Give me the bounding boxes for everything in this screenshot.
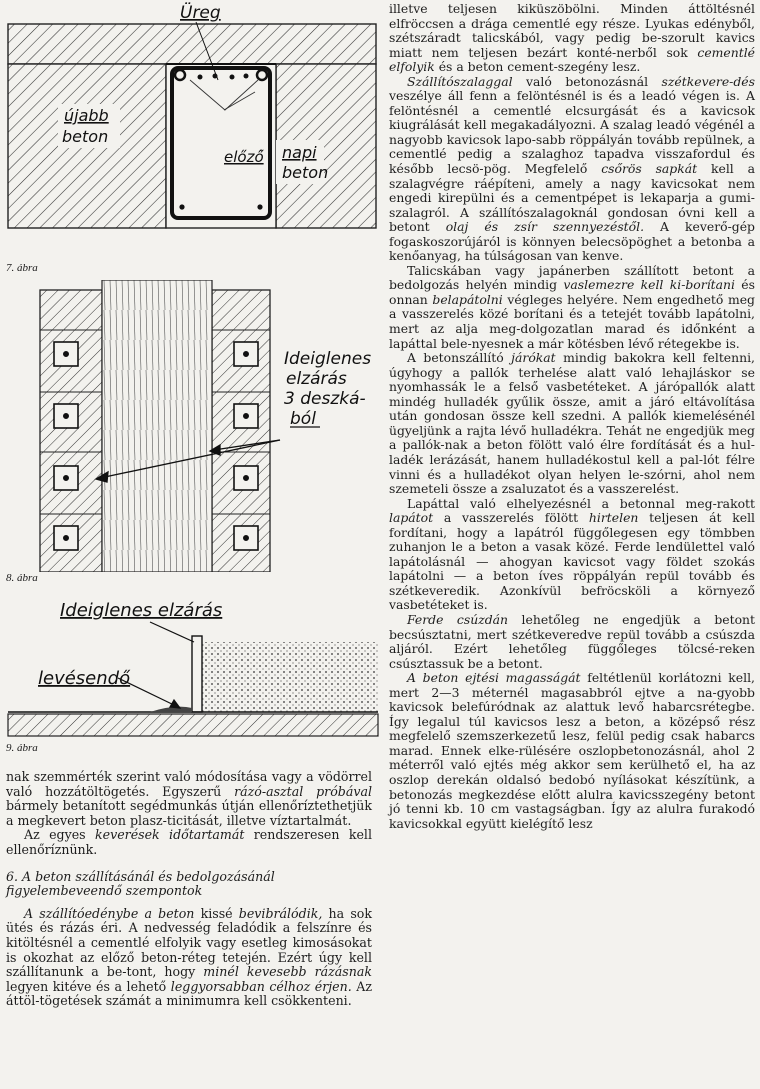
paragraph: illetve teljesen kiküszöbölni. Minden áttöltésnél elfröccsen a drága cementlé egy része. Lyukas edényből, szétszáradt talicskából, vagy pedig be-szorult kavics miatt nem teljesen bezárt konté-nerből sok cementlé elfolyik és a beton cement-szegény lesz. (389, 1, 755, 75)
slab-top (8, 24, 376, 64)
temporary-board (192, 636, 202, 712)
figure-9 (0, 592, 382, 742)
figure-9-caption: 9. ábra (6, 742, 38, 754)
label-from: ból (290, 409, 316, 429)
label-to-remove: levésendő (38, 668, 131, 689)
paragraph: A szállítóedénybe a beton kissé bevibrálódik, ha sok ütés és rázás éri. A nedvesség feladódik a felszínre és kitöltésnél a cementlé elfolyik vagy esetleg kimosásokat is okozhat az előző beton-réteg tetején. Ezért úgy kell szállítanunk a be-tont, hogy minél kevesebb rázásnak legyen kitéve és a lehető leggyorsabban célhoz érjen. Az áttöl-tögetések számát a minimumra kell csökkenteni. (6, 905, 373, 1009)
paragraph: A beton ejtési magasságát feltétlenül korlátozni kell, mert 2—3 méternél magasabbról ejtve a na-gyobb kavicsok belefúródnak az alattuk levő habarcsrétegbe. Így legalul túl kavicsos lesz a beton, a középső rész megfelelő szemszerkezetű lesz, felül pedig csak habarcs marad. Ennek elke-rülésére oszlopbetonozásnál, ahol 2 méterről való ejtés még akkor sem kerülhető el, ha az oszlop derekán oldalsó bedobó nyílásokat készítünk, a betonozás megkezdése előtt alulra kavicsszegény betont jó tenni kb. 10 cm vastagságban. Így az alulra furakodó kavicsokkal együtt kielégítő lesz (389, 670, 755, 831)
figure-8-caption: 8. ábra (6, 572, 38, 584)
column (102, 280, 212, 572)
figure-7 (0, 0, 382, 262)
label-temporary: Ideiglenes (284, 349, 372, 369)
paragraph: nak szemmérték szerint való módosítása vagy a vödörrel való hozzátöltögetés. Egyszerű rázó-asztal próbával bármely betanított segédmunkás útján ellenőríztethetjük a megkevert beton plasz-ticitását, illetve víztartalmát. (6, 769, 373, 828)
label-cavity: Üreg (180, 3, 221, 23)
right-text-column (389, 2, 755, 831)
paragraph: Ferde csúzdán lehetőleg ne engedjük a betont becsúsztatni, mert szétkeveredve repül tovább a csúszda aljáról. Ezért lehetőleg függőleges tölcsé-reken csúsztassuk be a betont. (389, 611, 756, 671)
label-temporary-closure: Ideiglenes elzárás (60, 600, 223, 621)
label-closure: elzárás (286, 369, 347, 389)
label-new-concrete-2: beton (62, 127, 109, 146)
paragraph: Talicskában vagy japánerben szállított betont a bedolgozás helyén mindig vaslemezre kell ki-borítani és onnan belapátolni végleges helyére. Nem engedhető meg a vasszerelés közé borítani és a tetejét tovább lapátolni, mert az alja meg-dolgozatlan marad és időnként a lapáttal bele-nyesnek a már kötésben lévő rétegekbe is. (389, 262, 755, 351)
label-new-concrete-1: újabb (64, 106, 109, 125)
section-heading: 6. A beton szállításánál és bedolgozásánál figyelembeveendő szempontok (6, 868, 275, 899)
beam (166, 64, 276, 228)
paragraph: Az egyes keverések időtartamát rendszeresen kell ellenőríznünk. (6, 827, 372, 857)
paragraph: A betonszállító járókat mindig bakokra kell feltenni, úgyhogy a pallók terhelése alatt való lehajláskor se nyomhassák le a felső vasbetéteket. A járópallók alatt mindég hulladék gyűlik össze, amit a járó eltávolítása után gondosan össze kell szedni. A pallók kiemelésénél ügyeljünk a rajta lévő hulladékra. Tehát ne engedjük meg a pallók-nak a beton fölött való élre fordítását és a hul-ladék lerázását, hanem hulladékostul kell a pal-lót félre vinni és a hulladékot olyan helyen le-szórni, ahol nem szemeteli össze a zsaluzatot és a vasszerelést. (389, 350, 755, 497)
paragraph: Szállítószalaggal való betonozásnál szétkevere-dés veszélye áll fenn a felöntésnél is és a leadó végen is. A felöntésnél a cementlé elcsurgását és a kavicsok kiugrálását kell megakadályozni. A szalag leadó végénél a nagyobb kavicsok lapo-sabb röppályán tovább repülnek, a cementlé pedig a szalaghoz tapadva visszafordul és később lecsö-pög. Megfelelő csőrös sapkát kell a szalagvégre ráépíteni, amely a nagy kavicsokat nem engedi kirepülni és a cementpépet is lekaparja a gumi-szalagról. A szállítószalagoknál gondosan óvni kell a betont olaj és zsír szennyezéstől. A keverő-gép fogaskoszorújáról is könnyen belecsöpöghet a betonba a kenőanyag, ha túlságosan van kenve. (389, 73, 755, 264)
figure-7-caption: 7. ábra (6, 262, 38, 274)
figure-8 (0, 280, 382, 572)
label-previous: előző (224, 148, 264, 166)
left-text-column (6, 770, 372, 1009)
label-3-planks: 3 deszká- (284, 389, 366, 409)
label-daily-2: beton (282, 163, 329, 182)
label-daily-1: napi (282, 143, 317, 162)
fresh-concrete (202, 642, 378, 712)
base-slab (8, 714, 378, 736)
paragraph: Lapáttal való elhelyezésnél a betonnal meg-rakott lapátot a vasszerelés fölött hirtelen teljesen át kell fordítani, hogy a lapátról függőlegesen egy tömbben zuhanjon le a beton a vasak közé. Ferde lendülettel való lapátolásnál — ahogyan kavicsot vagy földet szokás lapátolni — a beton íves röppályán repül tovább és szétkeveredik. Azonkívül befröcsköli a környező vasbetéteket is. (389, 495, 755, 613)
